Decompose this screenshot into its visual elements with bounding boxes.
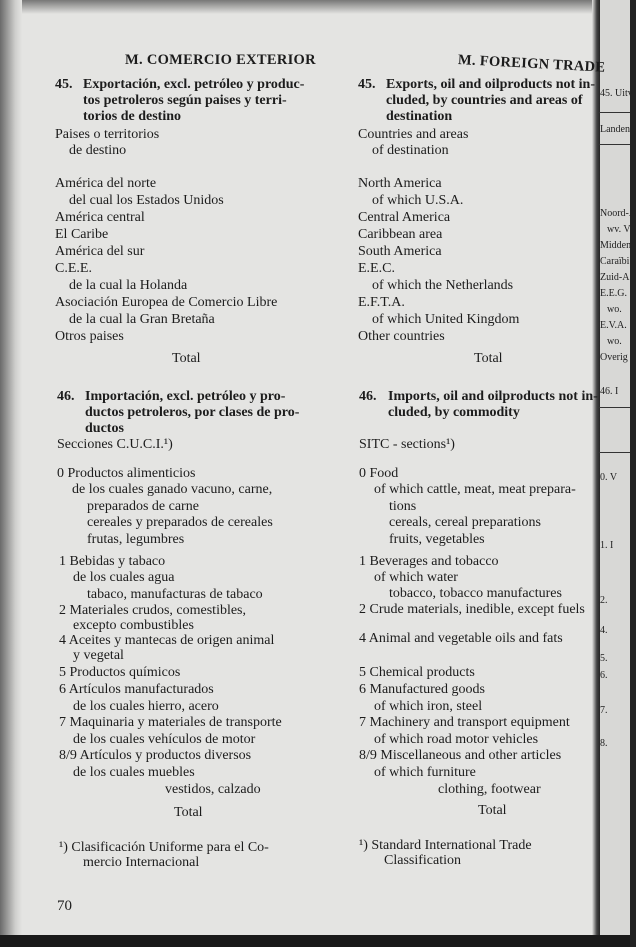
row-label: tobacco, tobacco manufactures xyxy=(389,586,562,601)
row-label: 0 Productos alimenticios xyxy=(57,466,196,481)
total-label: Total xyxy=(474,351,503,366)
row-label: de la cual la Gran Bretaña xyxy=(69,312,215,327)
next-page-text: wo. xyxy=(607,304,622,315)
t46-en-title: cluded, by commodity xyxy=(388,405,520,420)
scan-edge-bottom xyxy=(0,935,630,947)
t45-es-number: 45. xyxy=(55,77,73,92)
next-page-text: E.E.G. xyxy=(600,288,627,299)
row-label: cereales y preparados de cereales xyxy=(87,515,273,530)
total-label: Total xyxy=(174,805,203,820)
row-label: de los cuales ganado vacuno, carne, xyxy=(72,482,273,497)
t46-es-title: ductos petroleros, por clases de pro- xyxy=(85,405,300,420)
next-page-text: Midden xyxy=(600,240,632,251)
t46-es-title: Importación, excl. petróleo y pro- xyxy=(85,389,286,404)
row-label: of which United Kingdom xyxy=(372,312,520,327)
row-label: 6 Artículos manufacturados xyxy=(59,682,214,697)
row-label: of which U.S.A. xyxy=(372,193,464,208)
row-label: excepto combustibles xyxy=(73,618,194,633)
next-page-text: 5. xyxy=(600,653,608,664)
row-label: 4 Animal and vegetable oils and fats xyxy=(359,631,563,646)
row-label: 7 Machinery and transport equipment xyxy=(359,715,570,730)
row-label: 5 Productos químicos xyxy=(59,665,181,680)
row-label: of which iron, steel xyxy=(374,699,483,714)
t45-en-title: Exports, oil and oilproducts not in- xyxy=(386,77,596,92)
next-page-text: 7. xyxy=(600,705,608,716)
row-label: y vegetal xyxy=(73,648,124,663)
row-label: América del norte xyxy=(55,176,157,191)
row-label: of which furniture xyxy=(374,765,476,780)
footnote: mercio Internacional xyxy=(83,855,200,870)
next-page-text: 46. I xyxy=(600,386,619,397)
footnote: ¹) Clasificación Uniforme para el Co- xyxy=(59,840,269,855)
row-label: E.E.C. xyxy=(358,261,395,276)
row-label: Asociación Europea de Comercio Libre xyxy=(55,295,278,310)
next-page-text: 45. Uitv xyxy=(600,88,633,99)
total-label: Total xyxy=(478,803,507,818)
next-page-text: wo. xyxy=(607,336,622,347)
page-number: 70 xyxy=(57,898,72,914)
row-label: C.E.E. xyxy=(55,261,92,276)
next-page-rule xyxy=(598,407,630,408)
footnote: Classification xyxy=(384,853,461,868)
row-label: of which the Netherlands xyxy=(372,278,514,293)
row-label: Otros paises xyxy=(55,329,124,344)
row-label: Central America xyxy=(358,210,451,225)
t45-es-title: tos petroleros según paises y terri- xyxy=(83,93,287,108)
row-label: clothing, footwear xyxy=(438,782,541,797)
row-label: 8/9 Miscellaneous and other articles xyxy=(359,748,562,763)
row-label: E.F.T.A. xyxy=(358,295,405,310)
row-label: del cual los Estados Unidos xyxy=(69,193,224,208)
total-label: Total xyxy=(172,351,201,366)
next-page-text: 6. xyxy=(600,670,608,681)
row-label: of which water xyxy=(374,570,458,585)
row-label: of which cattle, meat, meat prepara- xyxy=(374,482,576,497)
row-label: tions xyxy=(389,499,417,514)
row-label: 4 Aceites y mantecas de origen animal xyxy=(59,633,275,648)
t45-en-title: destination xyxy=(386,109,453,124)
t45-en-header: of destination xyxy=(372,143,449,158)
t45-es-header: de destino xyxy=(69,143,127,158)
next-page-rule xyxy=(598,452,630,453)
row-label: preparados de carne xyxy=(87,499,199,514)
row-label: 8/9 Artículos y productos diversos xyxy=(59,748,252,763)
next-page-text: 0. V xyxy=(600,472,618,483)
row-label: South America xyxy=(358,244,442,259)
row-label: 1 Beverages and tobacco xyxy=(359,554,499,569)
row-label: 2 Materiales crudos, comestibles, xyxy=(59,603,247,618)
row-label: tabaco, manufacturas de tabaco xyxy=(87,587,263,602)
row-label: of which road motor vehicles xyxy=(374,732,539,747)
footnote: ¹) Standard International Trade xyxy=(359,838,532,853)
header-right: M. FOREIGN TRADE xyxy=(457,52,606,76)
t45-es-title: Exportación, excl. petróleo y produc- xyxy=(83,77,305,92)
row-label: 6 Manufactured goods xyxy=(359,682,485,697)
next-page-text: Landen xyxy=(600,124,630,135)
row-label: de los cuales muebles xyxy=(73,765,195,780)
row-label: de los cuales hierro, acero xyxy=(73,699,219,714)
row-label: fruits, vegetables xyxy=(389,532,485,547)
row-label: vestidos, calzado xyxy=(165,782,261,797)
row-label: Caribbean area xyxy=(358,227,443,242)
next-page-text: 2. xyxy=(600,595,608,606)
t46-es-number: 46. xyxy=(57,389,75,404)
next-page-text: 1. I xyxy=(600,540,614,551)
adjacent-page-strip xyxy=(600,0,630,935)
t45-es-header: Paises o territorios xyxy=(55,127,160,142)
row-label: cereals, cereal preparations xyxy=(389,515,541,530)
next-page-rule xyxy=(598,144,630,145)
row-label: 0 Food xyxy=(359,466,399,481)
next-page-text: Overig xyxy=(600,352,628,363)
next-page-text: Zuid-A xyxy=(600,272,630,283)
row-label: de los cuales vehículos de motor xyxy=(73,732,256,747)
t46-es-title: ductos xyxy=(85,421,124,436)
t46-en-header: SITC - sections¹) xyxy=(359,437,455,452)
row-label: América central xyxy=(55,210,145,225)
next-page-text: Caraïbi xyxy=(600,256,630,267)
row-label: Other countries xyxy=(358,329,445,344)
row-label: frutas, legumbres xyxy=(87,532,185,547)
scan-shadow-top xyxy=(0,0,630,14)
book-gutter xyxy=(592,0,600,947)
row-label: de la cual la Holanda xyxy=(69,278,188,293)
row-label: 1 Bebidas y tabaco xyxy=(59,554,166,569)
t45-es-title: torios de destino xyxy=(83,109,181,124)
row-label: de los cuales agua xyxy=(73,570,175,585)
t46-es-header: Secciones C.U.C.I.¹) xyxy=(57,437,173,452)
t45-en-title: cluded, by countries and areas of xyxy=(386,93,583,108)
t46-en-title: Imports, oil and oilproducts not in- xyxy=(388,389,598,404)
t45-en-header: Countries and areas xyxy=(358,127,469,142)
row-label: América del sur xyxy=(55,244,145,259)
next-page-text: 4. xyxy=(600,625,608,636)
header-left: M. COMERCIO EXTERIOR xyxy=(125,52,316,68)
row-label: 2 Crude materials, inedible, except fuels xyxy=(359,602,585,617)
next-page-rule xyxy=(598,112,630,113)
next-page-text: 8. xyxy=(600,738,608,749)
scan-shadow-left xyxy=(0,0,22,947)
row-label: 7 Maquinaria y materiales de transporte xyxy=(59,715,282,730)
row-label: 5 Chemical products xyxy=(359,665,475,680)
row-label: El Caribe xyxy=(55,227,109,242)
next-page-text: Noord-A xyxy=(600,208,636,219)
next-page-text: wv. V xyxy=(607,224,631,235)
next-page-text: E.V.A. xyxy=(600,320,627,331)
t46-en-number: 46. xyxy=(359,389,377,404)
t45-en-number: 45. xyxy=(358,77,376,92)
row-label: North America xyxy=(358,176,442,191)
